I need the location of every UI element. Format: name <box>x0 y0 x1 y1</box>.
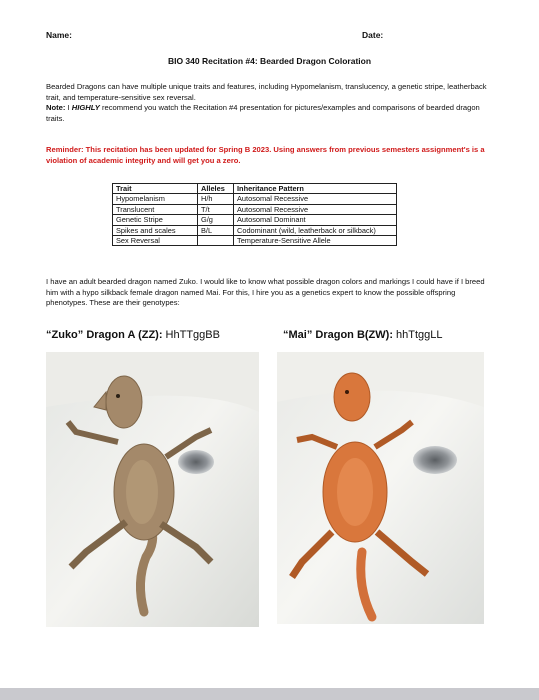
allele-cell <box>198 236 234 246</box>
allele-cell: T/t <box>198 204 234 214</box>
note-emphasis: HIGHLY <box>71 103 100 112</box>
intro-text: Bearded Dragons can have multiple unique traits and features, including Hypomelanism, translucency, a genetic stripe, leatherback trait, and temperature-sensitive sex reversal. <box>46 82 487 102</box>
note-label: Note: <box>46 103 66 112</box>
pattern-cell: Autosomal Recessive <box>234 194 397 204</box>
bottom-scrollbar[interactable] <box>0 688 539 700</box>
table-row <box>113 225 397 235</box>
table-row <box>113 236 397 246</box>
pattern-cell: Autosomal Recessive <box>234 204 397 214</box>
dragon-b-label: “Mai” Dragon B(ZW): <box>283 329 393 341</box>
traits-table <box>112 183 397 246</box>
pattern-cell: Temperature-Sensitive Allele <box>234 236 397 246</box>
page-title: BIO 340 Recitation #4: Bearded Dragon Coloration <box>167 56 372 66</box>
header-alleles: Alleles <box>198 184 234 194</box>
allele-cell: G/g <box>198 215 234 225</box>
reminder-text: Reminder: This recitation has been updated for Spring B 2023. Using answers from previous semesters assignment's is a violation of academic integrity and will get you a zero. <box>46 145 485 165</box>
intro-paragraph <box>46 82 496 124</box>
table-row <box>113 194 397 204</box>
dragon-a-photo <box>46 352 259 627</box>
header-trait: Trait <box>113 184 198 194</box>
trait-cell: Hypomelanism <box>113 194 198 204</box>
trait-cell: Sex Reversal <box>113 236 198 246</box>
trait-cell: Spikes and scales <box>113 225 198 235</box>
allele-cell: H/h <box>198 194 234 204</box>
drain-icon <box>413 446 457 474</box>
note-post: recommend you watch the Recitation #4 presentation for pictures/examples and comparisons of bearded dragon traits. <box>46 103 480 123</box>
trait-cell: Genetic Stripe <box>113 215 198 225</box>
dragon-a-label: “Zuko” Dragon A (ZZ): <box>46 329 163 341</box>
table-row <box>113 215 397 225</box>
trait-cell: Translucent <box>113 204 198 214</box>
pattern-cell: Autosomal Dominant <box>234 215 397 225</box>
name-label: Name: <box>46 30 72 40</box>
dragon-a-genotype: HhTTggBB <box>162 329 220 341</box>
note-pre: I <box>65 103 72 112</box>
dragon-b-photo <box>277 352 484 624</box>
dragon-a-caption <box>46 329 220 341</box>
dragon-b-caption <box>283 329 443 341</box>
pattern-cell: Codominant (wild, leatherback or silkback) <box>234 225 397 235</box>
drain-icon <box>178 450 214 474</box>
date-label: Date: <box>362 30 384 40</box>
table-header-row <box>113 184 397 194</box>
header-inheritance: Inheritance Pattern <box>234 184 397 194</box>
story-paragraph: I have an adult bearded dragon named Zuko. I would like to know what possible dragon colors and markings I could have if I breed him with a hypo silkback female dragon named Mai. For this, I hire you as a genetics expert to know the possible offspring phenotypes. These are their genotypes: <box>46 277 485 307</box>
allele-cell: B/L <box>198 225 234 235</box>
dragon-b-genotype: hhTtggLL <box>392 329 443 341</box>
table-row <box>113 204 397 214</box>
